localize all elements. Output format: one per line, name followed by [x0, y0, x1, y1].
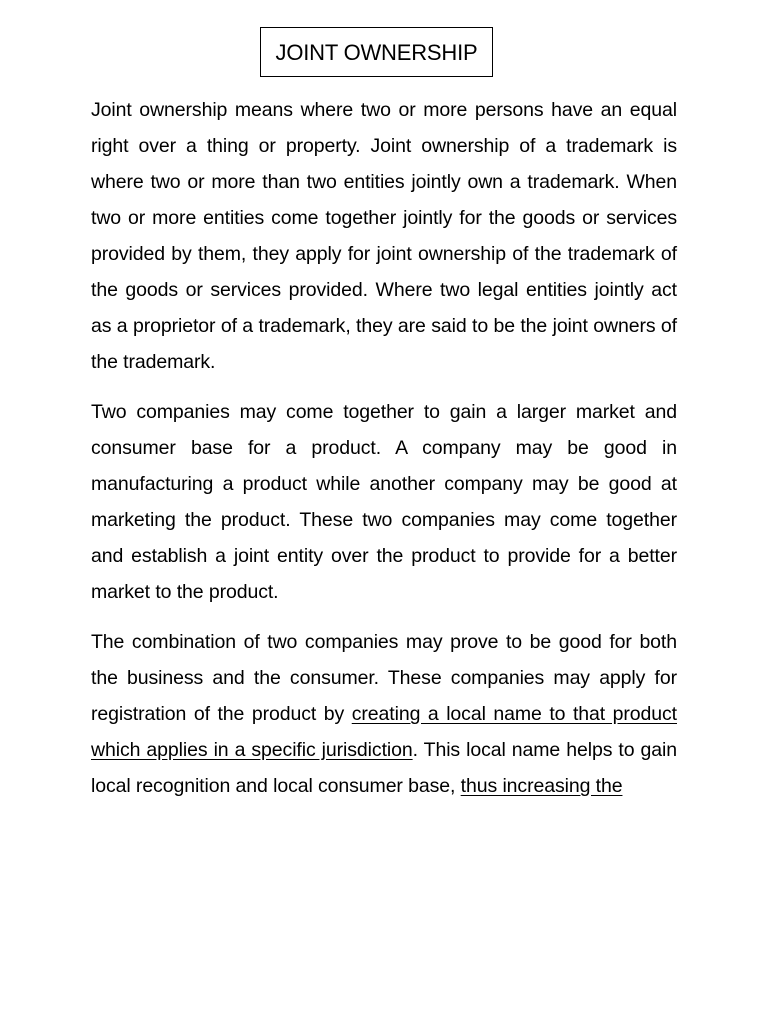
document-body	[91, 92, 677, 818]
underlined-phrase-1: creating a local name to that product which applies in a specific jurisdiction	[91, 703, 677, 761]
paragraph-2: Two companies may come together to gain a larger market and consumer base for a product. A company may be good in manufacturing a product while another company may be good at marketing the product. These two companies may come together and establish a joint entity over the product to provide for a better market to the product.	[91, 401, 677, 603]
paragraph-1: Joint ownership means where two or more persons have an equal right over a thing or property. Joint ownership of a trademark is where two or more than two entities jointly own a trademark. When two or more entities come together jointly for the goods or services provided by them, they apply for joint ownership of the trademark of the goods or services provided. Where two legal entities jointly act as a proprietor of a trademark, they are said to be the joint owners of the trademark.	[91, 99, 677, 373]
paragraph-3-text-a: The combination of two companies may prove to be good for both the business and the consumer. These companies may apply for registration of the product by	[91, 631, 677, 725]
title-box	[260, 27, 493, 77]
paragraph-3-text-b: . This local name helps to gain local recognition and local consumer base,	[91, 739, 677, 797]
paragraph-3	[91, 624, 677, 804]
underlined-phrase-2: thus increasing the	[460, 775, 623, 797]
page-title: JOINT OWNERSHIP	[275, 40, 478, 65]
